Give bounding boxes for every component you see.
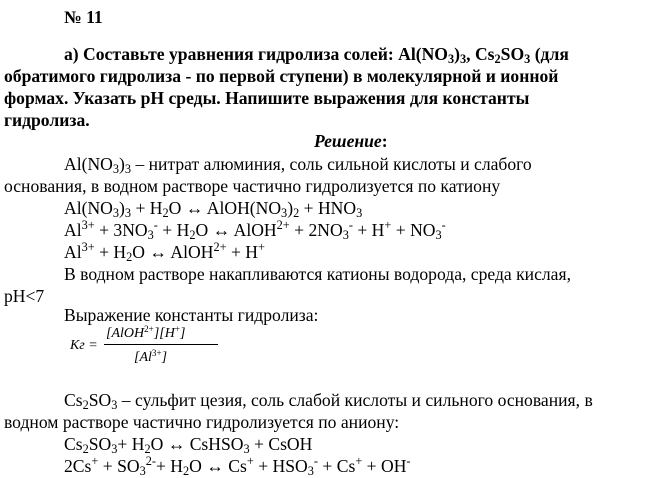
al-equation-molecular: $Al(NO_3)_3 + H_2O$ ↔ $AlOH(NO_3)_2 + HNO_3$ (64, 198, 363, 221)
al-intro-line-1: $Al(NO_3)_3$ – нитрат алюминия, соль сильной кислоты и слабого (64, 154, 532, 177)
al-equation-short-ionic: $Al^{3+} + H_2O$ ↔ AlOH$^{2+}$ + H+ (64, 240, 265, 265)
solution-heading: Решение: (314, 131, 388, 151)
cs-equation-full-ionic: $2Cs^+ + SO_3^{2-}+ H_2O$ ↔ $Cs^+ + HSO_3^- + Cs^+ + OH^-$ (64, 454, 411, 478)
cs-equation-molecular: $Cs_2SO_3+ H_2O$ ↔ CsHSO$_3$ + CsOH (64, 434, 313, 457)
task-line-2: обратимого гидролиза - по первой ступени) в молекулярной и ионной (4, 66, 559, 86)
task-line-3: формах. Указать pH среды. Напишите выражения для константы (4, 88, 530, 108)
cs-intro-line-1: $Cs_2SO_3$ – сульфит цезия, соль слабой кислоты и сильного основания, в (64, 390, 593, 413)
task-line-4: гидролиза. (4, 110, 90, 130)
kg-numerator: [AlOH$^{2+}$][H+] (106, 324, 186, 341)
al-conclusion-line-2: pH<7 (4, 286, 45, 306)
kg-symbol: Кг = (70, 338, 98, 353)
task-number: № 11 (64, 7, 103, 27)
al-conclusion-line-1: В водном растворе накапливаются катионы водорода, среда кислая, (64, 264, 571, 284)
task-line-1: а) Составьте уравнения гидролиза солей: $Al(NO_3)_3$, $Cs_2SO_3$ (для (64, 44, 569, 67)
kg-denominator: $[Al^{3+}]$ (134, 348, 168, 365)
al-equation-full-ionic: $Al^{3+} + 3NO_3^- + H_2O$ ↔ AlOH$^{2+}$ + $2NO_3^- + H^+ + NO_3^-$ (64, 218, 446, 243)
cs-intro-line-2: водном растворе частично гидролизуется по аниону: (4, 412, 400, 432)
al-intro-line-2: основания, в водном растворе частично гидролизуется по катиону (4, 176, 501, 196)
al-constant-label: Выражение константы гидролиза: (64, 305, 319, 325)
hydrolysis-constant-formula (70, 323, 220, 367)
fraction-bar (104, 344, 218, 345)
